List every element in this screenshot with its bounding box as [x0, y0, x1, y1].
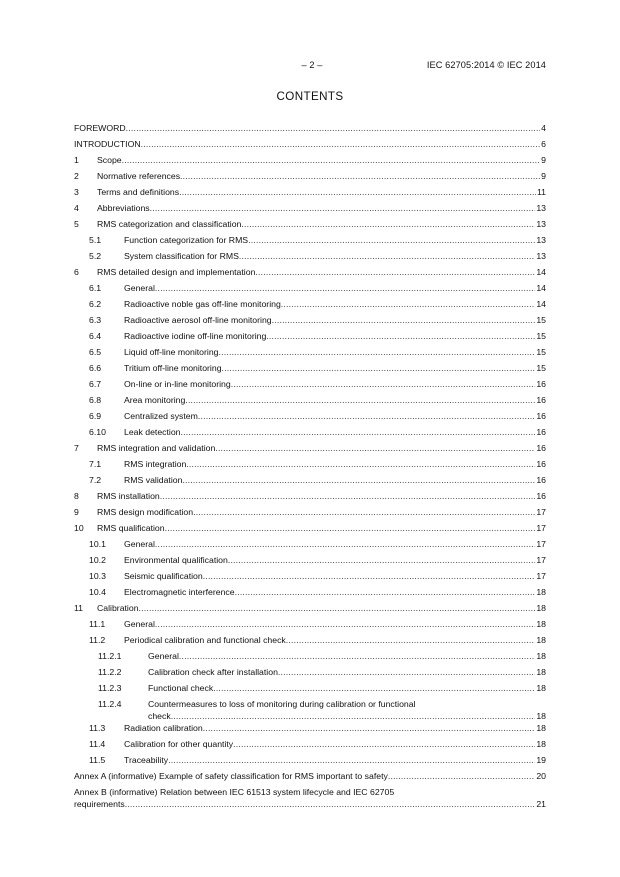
toc-entry-number: 1: [74, 155, 79, 165]
toc-entry-page: 18: [536, 635, 546, 645]
toc-entry[interactable]: [74, 755, 546, 766]
toc-entry-number: 6.5: [89, 347, 102, 357]
dot-leader: [181, 427, 536, 438]
dot-leader: [160, 491, 536, 502]
toc-entry-number: 6.2: [89, 299, 102, 309]
toc-entry[interactable]: [74, 379, 546, 390]
toc-entry[interactable]: [74, 787, 546, 810]
toc-entry-page: 18: [536, 651, 546, 661]
toc-entry-page: 14: [536, 283, 546, 293]
toc-entry-page: 14: [536, 267, 546, 277]
dot-leader: [141, 139, 541, 150]
toc-entry[interactable]: [74, 299, 546, 310]
toc-entry[interactable]: [74, 667, 546, 678]
toc-entry-page: 16: [536, 395, 546, 405]
toc-entry-number: 10.3: [89, 571, 106, 581]
toc-entry[interactable]: [74, 571, 546, 582]
toc-entry-title: Seismic qualification: [124, 571, 203, 581]
toc-entry-title: Area monitoring: [124, 395, 186, 405]
toc-entry-title: Environmental qualification: [124, 555, 228, 565]
toc-entry-number: 6.7: [89, 379, 102, 389]
toc-entry-title: Annex A (informative) Example of safety classification for RMS important to safety: [74, 771, 388, 781]
toc-entry-title: Radiation calibration: [124, 723, 203, 733]
toc-entry[interactable]: [74, 523, 546, 534]
toc-entry-page: 16: [536, 459, 546, 469]
toc-entry-number: 10.1: [89, 539, 106, 549]
toc-entry-page: 17: [536, 555, 546, 565]
toc-entry-page: 15: [536, 331, 546, 341]
toc-entry-title: Calibration for other quantity: [124, 739, 234, 749]
toc-entry-number: 7.1: [89, 459, 102, 469]
toc-entry-number: 6.4: [89, 331, 102, 341]
toc-entry[interactable]: [74, 699, 546, 722]
dot-leader: [233, 739, 535, 750]
dot-leader: [126, 123, 541, 134]
toc-entry-page: 17: [536, 571, 546, 581]
toc-entry-title: RMS integration: [124, 459, 187, 469]
toc-entry-number: 6.1: [89, 283, 102, 293]
dot-leader: [215, 443, 535, 454]
toc-entry-title: Countermeasures to loss of monitoring during calibration or functional: [148, 699, 416, 709]
toc-entry-page: 9: [541, 155, 546, 165]
toc-entry-title: Radioactive aerosol off-line monitoring: [124, 315, 272, 325]
dot-leader: [155, 283, 535, 294]
toc-entry-number: 11.2.1: [98, 651, 122, 661]
toc-entry-title: RMS categorization and classification: [97, 219, 242, 229]
toc-entry[interactable]: [74, 363, 546, 374]
toc-entry-title: Calibration: [97, 603, 139, 613]
contents-title: CONTENTS: [276, 90, 344, 103]
toc-entry[interactable]: [74, 139, 546, 150]
dot-leader: [231, 379, 536, 390]
toc-entry-page: 15: [536, 347, 546, 357]
toc-entry[interactable]: [74, 267, 546, 278]
toc-entry-number: 5.2: [89, 251, 102, 261]
document-reference: IEC 62705:2014 © IEC 2014: [426, 60, 546, 70]
toc-entry-title: RMS qualification: [97, 523, 165, 533]
toc-entry-number: 11.2: [89, 635, 106, 645]
toc-entry-number: 11.2.2: [98, 667, 122, 677]
toc-entry-page: 11: [536, 187, 546, 197]
toc-entry-number: 5.1: [89, 235, 102, 245]
toc-entry[interactable]: [74, 555, 546, 566]
toc-entry[interactable]: [74, 619, 546, 630]
toc-entry[interactable]: [74, 395, 546, 406]
toc-entry-page: 13: [536, 251, 546, 261]
toc-entry[interactable]: [74, 123, 546, 134]
dot-leader: [241, 219, 535, 230]
dot-leader: [125, 799, 536, 810]
toc-entry[interactable]: [74, 443, 546, 454]
dot-leader: [239, 251, 535, 262]
toc-entry-number: 11.5: [89, 755, 106, 765]
toc-entry[interactable]: [74, 635, 546, 646]
toc-entry-page: 15: [536, 363, 546, 373]
toc-entry-title: Liquid off-line monitoring: [124, 347, 219, 357]
toc-entry-page: 18: [536, 603, 546, 613]
toc-entry-number: 4: [74, 203, 79, 213]
toc-entry[interactable]: [74, 539, 546, 550]
toc-entry-number: 6.6: [89, 363, 102, 373]
toc-entry[interactable]: [74, 283, 546, 294]
toc-entry-page: 18: [536, 587, 546, 597]
toc-entry-page: 19: [536, 755, 546, 765]
toc-entry[interactable]: [74, 683, 546, 694]
dot-leader: [179, 651, 535, 662]
toc-entry-page: 16: [536, 379, 546, 389]
toc-entry-number: 6: [74, 267, 79, 277]
toc-entry-title: Radioactive noble gas off-line monitoring: [124, 299, 281, 309]
toc-entry-title: Function categorization for RMS: [124, 235, 249, 245]
toc-entry-number: 10.4: [89, 587, 106, 597]
dot-leader: [180, 171, 540, 182]
dot-leader: [155, 619, 535, 630]
dot-leader: [255, 267, 535, 278]
dot-leader: [203, 571, 536, 582]
toc-entry-title: check: [148, 711, 171, 721]
dot-leader: [185, 395, 535, 406]
dot-leader: [155, 539, 535, 550]
toc-entry-page: 15: [536, 315, 546, 325]
toc-entry-number: 7.2: [89, 475, 102, 485]
toc-entry-number: 10.2: [89, 555, 106, 565]
toc-entry[interactable]: [74, 251, 546, 262]
toc-entry-number: 2: [74, 171, 79, 181]
dot-leader: [388, 771, 535, 782]
toc-entry[interactable]: [74, 155, 546, 166]
toc-entry-number: 11: [74, 603, 84, 613]
dot-leader: [228, 555, 536, 566]
dot-leader: [219, 347, 536, 358]
toc-entry-title: RMS detailed design and implementation: [97, 267, 256, 277]
toc-entry-page: 17: [536, 539, 546, 549]
toc-entry-number: 7: [74, 443, 79, 453]
toc-entry[interactable]: [74, 203, 546, 214]
toc-entry-number: 9: [74, 507, 79, 517]
toc-entry-title: Tritium off-line monitoring: [124, 363, 222, 373]
toc-entry-title: Functional check: [148, 683, 214, 693]
toc-entry-title: Abbreviations: [97, 203, 150, 213]
toc-entry-page: 18: [536, 667, 546, 677]
toc-entry-title: RMS validation: [124, 475, 183, 485]
toc-entry[interactable]: [74, 651, 546, 662]
toc-entry-title: Calibration check after installation: [148, 667, 278, 677]
toc-entry-number: 6.3: [89, 315, 102, 325]
dot-leader: [281, 299, 536, 310]
dot-leader: [272, 315, 536, 326]
toc-entry-page: 16: [536, 411, 546, 421]
toc-entry-page: 16: [536, 491, 546, 501]
dot-leader: [150, 203, 536, 214]
toc-entry-number: 11.3: [89, 723, 106, 733]
toc-entry-page: 18: [536, 619, 546, 629]
toc-entry-title: Annex B (informative) Relation between IEC 61513 system lifecycle and IEC 62705: [74, 787, 395, 797]
toc-entry-page: 18: [536, 683, 546, 693]
toc-entry-page: 20: [536, 771, 546, 781]
toc-entry-title: Electromagnetic interference: [124, 587, 235, 597]
toc-entry-number: 3: [74, 187, 79, 197]
dot-leader: [198, 411, 535, 422]
toc-entry-number: 6.9: [89, 411, 102, 421]
toc-entry[interactable]: [74, 427, 546, 438]
toc-entry[interactable]: [74, 411, 546, 422]
toc-entry-title: Radioactive iodine off-line monitoring: [124, 331, 267, 341]
toc-entry-page: 16: [536, 427, 546, 437]
dot-leader: [186, 459, 535, 470]
toc-entry-page: 4: [541, 123, 546, 133]
dot-leader: [165, 523, 536, 534]
dot-leader: [171, 711, 536, 722]
toc-entry-title: On-line or in-line monitoring: [124, 379, 231, 389]
toc-entry-number: 6.8: [89, 395, 102, 405]
toc-entry-page: 18: [536, 711, 546, 721]
toc-entry[interactable]: [74, 587, 546, 598]
toc-entry-number: 6.10: [89, 427, 106, 437]
toc-entry[interactable]: [74, 219, 546, 230]
toc-entry-page: 9: [541, 171, 546, 181]
toc-entry[interactable]: [74, 507, 546, 518]
toc-entry[interactable]: [74, 331, 546, 342]
dot-leader: [179, 187, 536, 198]
toc-entry-page: 13: [536, 219, 546, 229]
toc-entry-number: 10: [74, 523, 84, 533]
toc-entry[interactable]: [74, 235, 546, 246]
toc-entry-title: Normative references: [97, 171, 181, 181]
toc-entry-page: 6: [541, 139, 546, 149]
toc-entry-number: 11.1: [89, 619, 106, 629]
toc-entry-title: RMS integration and validation: [97, 443, 216, 453]
toc-entry-title: System classification for RMS: [124, 251, 239, 261]
toc-entry[interactable]: [74, 347, 546, 358]
toc-entry-number: 11.4: [89, 739, 106, 749]
toc-entry-title: requirements: [74, 799, 125, 809]
toc-entry-title: Terms and definitions: [97, 187, 180, 197]
toc-entry-page: 14: [536, 299, 546, 309]
dot-leader: [182, 475, 535, 486]
toc-entry-page: 16: [536, 443, 546, 453]
toc-entry[interactable]: [74, 491, 546, 502]
toc-entry-title: General: [124, 539, 155, 549]
toc-entry-title: FOREWORD: [74, 123, 126, 133]
toc-entry[interactable]: [74, 723, 546, 734]
dot-leader: [203, 723, 536, 734]
toc-entry-title: General: [124, 283, 155, 293]
dot-leader: [168, 755, 535, 766]
dot-leader: [235, 587, 536, 598]
toc-entry-title: Scope: [97, 155, 122, 165]
toc-entry-page: 13: [536, 203, 546, 213]
toc-entry[interactable]: [74, 459, 546, 470]
toc-entry-page: 18: [536, 739, 546, 749]
toc-entry[interactable]: [74, 603, 546, 614]
page-number: – 2 –: [301, 60, 323, 70]
dot-leader: [139, 603, 536, 614]
toc-entry-number: 11.2.3: [98, 683, 122, 693]
toc-entry-page: 18: [536, 723, 546, 733]
toc-entry[interactable]: [74, 187, 546, 198]
toc-entry-page: 16: [536, 475, 546, 485]
toc-entry[interactable]: [74, 315, 546, 326]
toc-entry-page: 21: [536, 799, 546, 809]
dot-leader: [286, 635, 536, 646]
toc-entry[interactable]: [74, 475, 546, 486]
toc-entry-title: Leak detection: [124, 427, 181, 437]
toc-entry[interactable]: [74, 771, 546, 782]
dot-leader: [222, 363, 536, 374]
toc-entry-number: 5: [74, 219, 79, 229]
toc-entry-title: General: [148, 651, 179, 661]
dot-leader: [213, 683, 535, 694]
toc-entry-page: 17: [536, 523, 546, 533]
toc-entry-title: INTRODUCTION: [74, 139, 141, 149]
toc-entry-title: Periodical calibration and functional check: [124, 635, 286, 645]
dot-leader: [278, 667, 535, 678]
dot-leader: [122, 155, 541, 166]
dot-leader: [248, 235, 535, 246]
toc-entry-title: Centralized system: [124, 411, 198, 421]
toc-entry-number: 8: [74, 491, 79, 501]
toc-entry-page: 13: [536, 235, 546, 245]
toc-entry-title: RMS installation: [97, 491, 160, 501]
toc-entry-page: 17: [536, 507, 546, 517]
toc-entry-title: RMS design modification: [97, 507, 194, 517]
toc-entry[interactable]: [74, 171, 546, 182]
toc-entry-title: General: [124, 619, 155, 629]
dot-leader: [193, 507, 535, 518]
toc-entry-title: Traceability: [124, 755, 169, 765]
toc-entry-number: 11.2.4: [98, 699, 122, 709]
toc-entry[interactable]: [74, 739, 546, 750]
dot-leader: [266, 331, 535, 342]
